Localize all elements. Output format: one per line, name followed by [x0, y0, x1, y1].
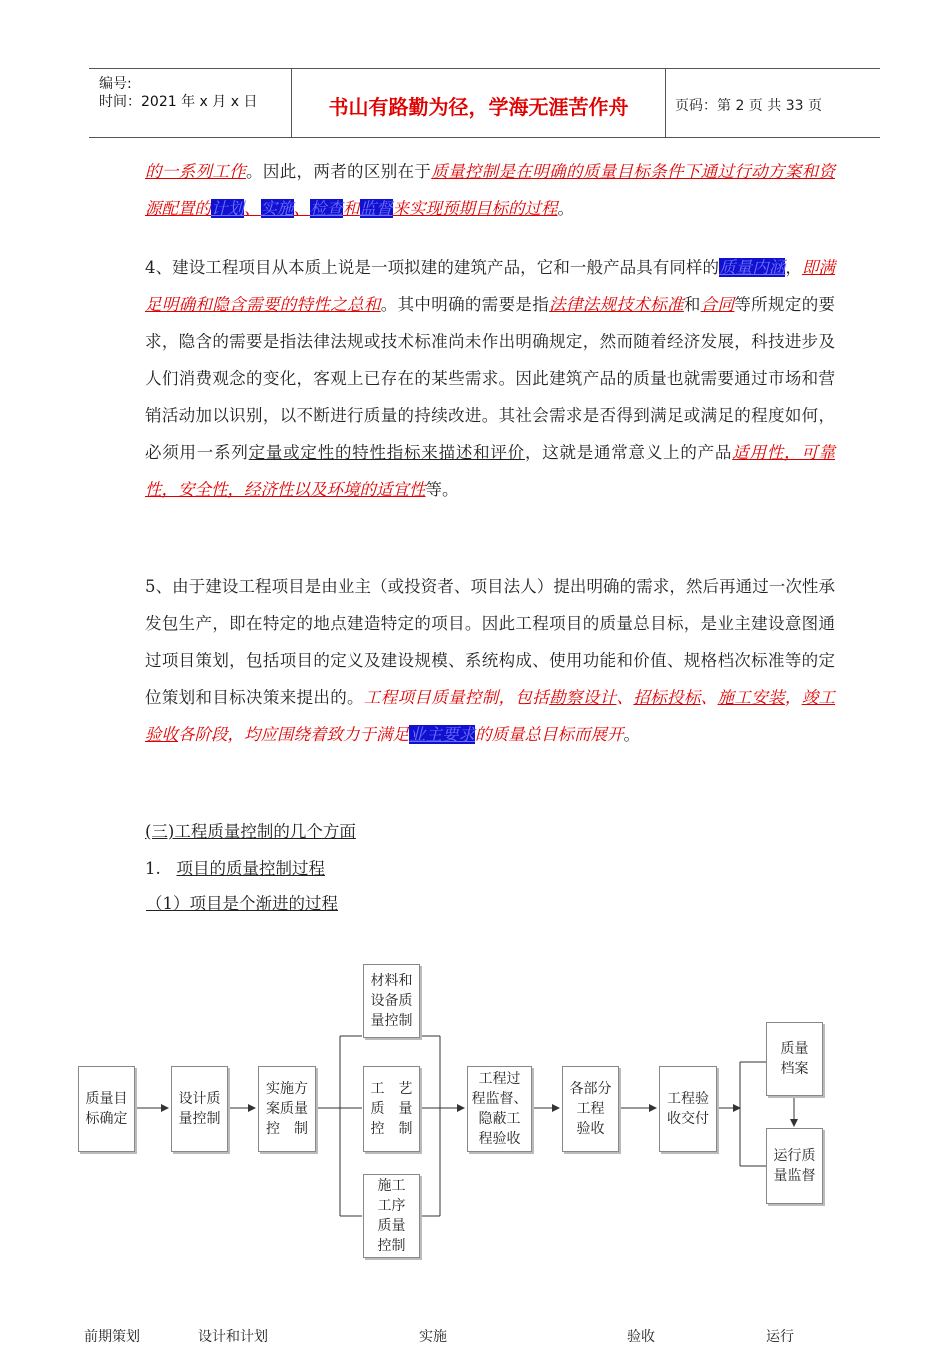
p1-span: 质量控制是在明确的质量目标条件下通过行动方案和资源配置的	[145, 162, 836, 218]
flow-box-line: 量监督	[773, 1168, 816, 1184]
header-motto-cell	[291, 69, 666, 137]
p3-span: 施工安装	[717, 688, 785, 707]
p1-span: 、	[293, 199, 310, 218]
flow-box-quality-goal	[78, 1066, 135, 1152]
p2-highlight: 质量内涵	[719, 258, 786, 277]
flow-box-line: 实施方	[266, 1081, 308, 1097]
p1-highlight: 计划	[211, 199, 244, 218]
p1-highlight: 实施	[260, 199, 294, 218]
p3-span: 、	[700, 688, 718, 707]
p3-span: 竣工验收	[145, 688, 836, 744]
flow-box-operation-supervision	[766, 1128, 823, 1204]
p2-span: 4、建设工程项目从本质上说是一项拟建的建筑产品，它和一般产品具有同样的	[145, 258, 720, 277]
flow-box-line: 收交付	[667, 1111, 709, 1127]
p3-span: 工程项目质量控制，包括	[363, 688, 550, 707]
phase-label: 运行	[766, 1329, 794, 1345]
subsection-title: 项目的质量控制过程	[176, 859, 325, 878]
p2-span: 即满足明确和隐含需要的特性之总和	[145, 258, 836, 314]
p1-span: 来实现预期目标的过程	[392, 199, 558, 218]
p3-span: 。	[623, 725, 640, 744]
p2-span: 等。	[425, 480, 459, 499]
doc-number-label: 编号:	[99, 76, 132, 92]
p1-span: 。因此，两者的区别在于	[246, 162, 432, 181]
paragraph-2	[145, 249, 835, 508]
flow-box-line: 案质量	[266, 1101, 308, 1117]
flow-box-line: 程验收	[478, 1131, 521, 1147]
p2-span: 和	[683, 295, 701, 314]
flow-box-line: 控 制	[266, 1121, 308, 1137]
flow-box-line: 量控制	[178, 1111, 221, 1127]
flow-box-line: 运行质	[773, 1148, 816, 1164]
phase-label: 前期策划	[84, 1329, 140, 1345]
p1-highlight: 检查	[310, 199, 343, 218]
flow-box-line: 程监督、	[471, 1091, 528, 1107]
flow-box-line: 各部分	[569, 1081, 612, 1097]
flow-box-line: 隐蔽工	[478, 1111, 521, 1127]
flow-box-line: 质 量	[370, 1101, 413, 1117]
flow-box-part-acceptance	[562, 1066, 619, 1152]
flow-box-plan-control	[258, 1066, 316, 1152]
flow-box-process-control	[363, 1174, 420, 1258]
page-number: 页码：第 2 页 共 33 页	[675, 98, 822, 114]
p2-span: 适用性，可靠性，安全性，经济性以及环境的适宜性	[145, 443, 836, 499]
flow-box-line: 材料和	[370, 973, 413, 989]
p3-span: 各阶段，均应围绕着致力于满足	[178, 725, 409, 744]
p3-span: 5、由于建设工程项目是由业主（或投资者、项目法人）提出明确的需求，然后再通过一次性承发包生产，即在特定的地点建造特定的项目。因此工程项目的质量总目标，是业主建设意图通过项目策划，包括项目的定义及建设规模、系统构成、使用功能和价值、规格档次标准等的定位策划和目标决策来提出的。	[145, 577, 835, 707]
flow-box-line: 验收	[576, 1121, 605, 1137]
p2-span: ，	[785, 258, 802, 277]
flow-box-line: 质量目	[85, 1091, 128, 1107]
p1-span: 。	[557, 199, 574, 218]
doc-time-label: 时间：2021 年 x 月 x 日	[99, 94, 258, 110]
p2-span: 合同	[700, 295, 735, 314]
flow-box-line: 控 制	[370, 1121, 413, 1137]
p1-span: 、	[244, 199, 261, 218]
flow-box-quality-archive	[766, 1022, 823, 1096]
header-motto: 书山有路勤为径，学海无涯苦作舟	[328, 95, 629, 119]
flow-box-line: 工程	[576, 1101, 605, 1117]
subsection-heading	[145, 857, 325, 881]
p2-span: 法律法规技术标准	[549, 295, 684, 314]
paragraph-1	[145, 153, 835, 227]
flow-box-supervision	[467, 1066, 532, 1152]
header-page-cell	[665, 69, 880, 137]
p2-span: 定量或定性的特性指标来描述和评价	[248, 443, 525, 462]
p2-span: ，这就是通常意义上的产品	[524, 443, 733, 462]
flow-box-handover	[659, 1066, 717, 1152]
subsection-number: 1.	[145, 859, 161, 878]
header-meta-cell	[89, 69, 291, 137]
phase-label: 设计和计划	[198, 1329, 268, 1345]
flow-box-line: 标确定	[85, 1111, 128, 1127]
flow-box-design-control	[171, 1066, 228, 1152]
flow-box-line: 量控制	[370, 1013, 413, 1029]
p3-span: 招标投标	[633, 688, 701, 707]
p1-span: 和	[343, 199, 360, 218]
flow-box-line: 工程过	[478, 1071, 521, 1087]
flow-box-line: 工序	[377, 1198, 406, 1214]
page-header	[89, 68, 880, 138]
flow-box-line: 质量	[377, 1218, 406, 1234]
p1-highlight: 监督	[359, 199, 393, 218]
flow-box-material-control	[363, 964, 420, 1038]
flow-box-line: 设计质	[178, 1091, 221, 1107]
phase-label: 实施	[419, 1329, 447, 1345]
flow-box-craft-control	[363, 1066, 420, 1152]
p1-span: 的一系列工作	[145, 162, 247, 181]
phase-label: 验收	[627, 1329, 655, 1345]
p3-highlight: 业主要求	[409, 725, 475, 744]
p2-span: 等所规定的要求，隐含的需要是指法律法规或技术标准尚未作出明确规定，然而随着经济发展，科技进步及人们消费观念的变化，客观上已存在的某些需求。因此建筑产品的质量也就需要通过市场和营销活动加以识别，以不断进行质量的持续改进。其社会需求是否得到满足或满足的程度如何，必须用一系列	[145, 295, 836, 462]
flow-box-line: 档案	[780, 1061, 809, 1077]
flow-box-line: 控制	[377, 1238, 406, 1254]
p2-span: 。其中明确的需要是指	[380, 295, 550, 314]
p3-span: 勘察设计	[549, 688, 617, 707]
p3-span: 、	[616, 688, 634, 707]
p3-span: ，	[784, 688, 802, 707]
flow-box-line: 施工	[377, 1178, 406, 1194]
p3-span: 的质量总目标而展开	[475, 725, 624, 744]
flow-box-line: 工 艺	[370, 1081, 413, 1097]
section-heading: (三)工程质量控制的几个方面	[145, 822, 356, 841]
flow-box-line: 质量	[780, 1041, 809, 1057]
paragraph-3	[145, 568, 835, 753]
flow-box-line: 设备质	[370, 993, 413, 1009]
flow-box-line: 工程验	[667, 1091, 709, 1107]
sub-subsection-heading: （1）项目是个渐进的过程	[146, 894, 338, 913]
